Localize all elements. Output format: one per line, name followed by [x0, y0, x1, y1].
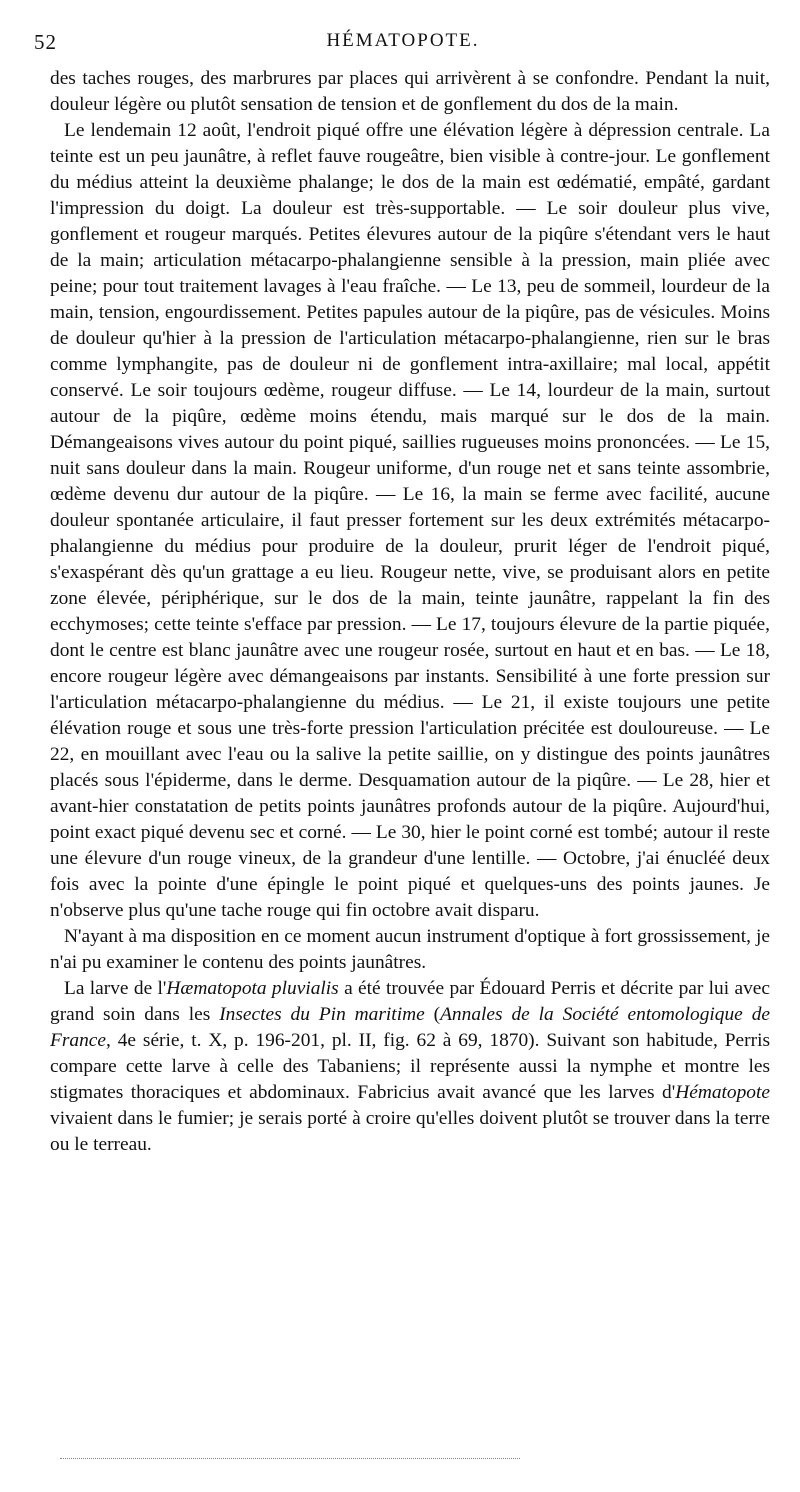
larva-text-2: a été trouvée par Édouard Perris et décrite par lui avec grand soin dans les: [50, 978, 770, 1025]
page-number: 52: [34, 30, 57, 54]
paragraph-optics: N'ayant à ma disposition en ce moment aucun instrument d'optique à fort grossissement, je n'ai pu examiner le contenu des points jaunâtres.: [50, 926, 770, 973]
page-body: [50, 66, 770, 1158]
larva-text-3: (: [424, 1004, 441, 1025]
journal-title: Annales de la Société entomologique de France: [50, 1004, 770, 1051]
genus-name: Hématopote: [675, 1082, 770, 1103]
paragraph-observation: Le lendemain 12 août, l'endroit piqué offre une élévation légère à dépression centrale. La teinte est un peu jaunâtre, à reflet fauve rougeâtre, bien visible à contre-jour. Le gonflement du médius atteint la deuxième phalange; le dos de la main est œdématié, empâté, gardant l'impression du doigt. La douleur est très-supportable. — Le soir douleur plus vive, gonflement et rougeur marqués. Petites élevures autour de la piqûre s'étendant vers le haut de la main; articulation métacarpo-phalangienne sensible à la pression, main pliée avec peine; pour tout traitement lavages à l'eau fraîche. — Le 13, peu de sommeil, lourdeur de la main, tension, engourdissement. Petites papules autour de la piqûre, pas de vésicules. Moins de douleur qu'hier à la pression de l'articulation métacarpo-phalangienne, rien sur le bras comme lymphangite, pas de douleur ni de gonflement intra-axillaire; mal local, appétit conservé. Le soir toujours œdème, rougeur diffuse. — Le 14, lourdeur de la main, surtout autour de la piqûre, œdème moins étendu, mais marqué sur le dos de la main. Démangeaisons vives autour du point piqué, saillies rugueuses moins prononcées. — Le 15, nuit sans douleur dans la main. Rougeur uniforme, d'un rouge net et sans teinte assombrie, œdème devenu dur autour de la piqûre. — Le 16, la main se ferme avec facilité, aucune douleur spontanée articulaire, il faut presser fortement sur les deux extrémités métacarpo-phalangienne du médius pour produire de la douleur, prurit léger de l'endroit piqué, s'exaspérant dès qu'un grattage a eu lieu. Rougeur nette, vive, se produisant alors en petite zone élevée, périphérique, sur le dos de la main, teinte jaunâtre, rappelant la fin des ecchymoses; cette teinte s'efface par pression. — Le 17, toujours élevure de la partie piquée, dont le centre est blanc jaunâtre avec une rougeur rosée, surtout en haut et en bas. — Le 18, encore rougeur légère avec démangeaisons par instants. Sensibilité à une forte pression sur l'articulation métacarpo-phalangienne du médius. — Le 21, il existe toujours une petite élévation rouge et sous une très-forte pression l'articulation précitée est douloureuse. — Le 22, en mouillant avec l'eau ou la salive la petite saillie, on y distingue des points jaunâtres placés sous l'épiderme, dans le derme. Desquamation autour de la piqûre. — Le 28, hier et avant-hier constatation de petits points jaunâtres profonds autour de la piqûre. Aujourd'hui, point exact piqué devenu sec et corné. — Le 30, hier le point corné est tombé; autour il reste une élevure d'un rouge vineux, de la grandeur d'une lentille. — Octobre, j'ai énucléé deux fois avec la pointe d'une épingle le point piqué et quelques-uns des points jaunes. Je n'observe plus qu'une tache rouge qui fin octobre avait disparu.: [50, 120, 770, 921]
page-header: [34, 30, 772, 58]
larva-text-4: , 4e série, t. X, p. 196-201, pl. II, fig. 62 à 69, 1870). Suivant son habitude, Perris compare cette larve à celle des Tabaniens; il représente aussi la nymphe et montre les stigmates thoraciques et abdominaux. Fabricius avait avancé que les larves d': [50, 1030, 770, 1103]
running-title: HÉMATOPOTE.: [326, 30, 480, 51]
species-name: Hæmatopota pluvialis: [166, 978, 339, 999]
larva-text-1: La larve de l': [64, 978, 167, 999]
paragraph-continuation: des taches rouges, des marbrures par places qui arrivèrent à se confondre. Pendant la nuit, douleur légère ou plutôt sensation de tension et de gonflement du dos de la main.: [50, 68, 770, 115]
footer-rule: [60, 1458, 520, 1459]
paragraph-larva: [50, 976, 770, 1158]
book-title: Insectes du Pin maritime: [219, 1004, 425, 1025]
larva-text-5: vivaient dans le fumier; je serais porté à croire qu'elles doivent plutôt se trouver dans la terre ou le terreau.: [50, 1108, 770, 1155]
